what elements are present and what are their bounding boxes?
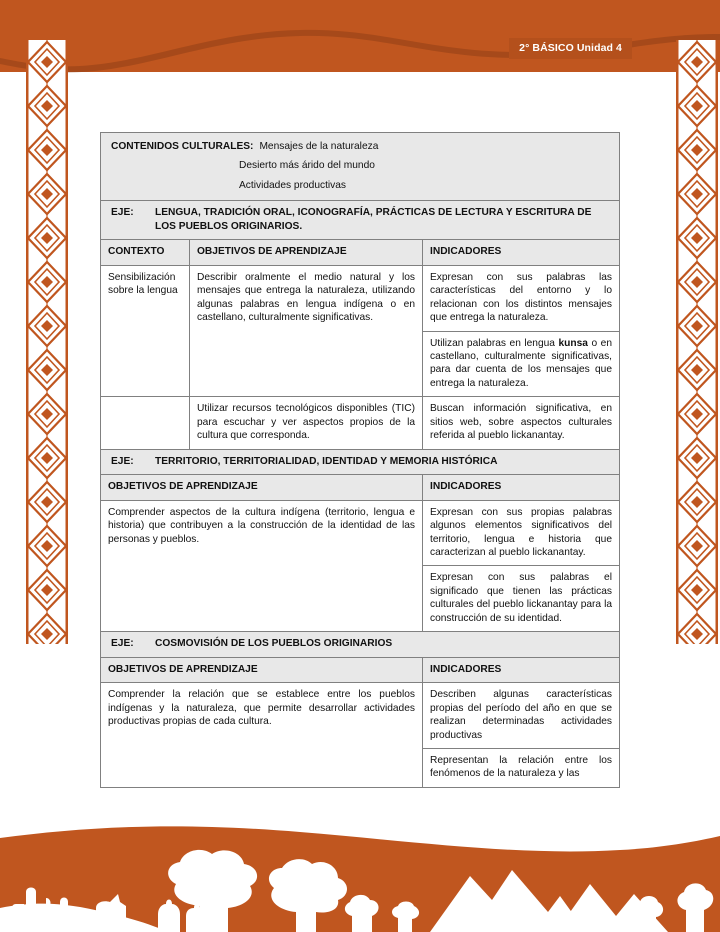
indicador-3-1: Describen algunas características propias del período del año en que se realizan determinadas actividades productivas [430,689,612,741]
contenidos-line-2 [111,159,612,172]
indicador-1-3: Buscan información significativa, en sitios web, sobre aspectos culturales referida al pueblo lickanantay. [422,397,619,448]
eje-3-header-row [101,632,619,657]
objetivo-1-1: Describir oralmente el medio natural y los mensajes que entrega la naturaleza, utilizando algunas palabras en lengua indígena o en castellano, culturalmente significativas. [189,266,422,397]
eje-2-header [101,450,619,474]
bottom-decorative-band [0,820,720,932]
eje-1-body-row-1 [101,266,619,398]
eje-1-label: EJE: [111,207,134,219]
contexto-value: Sensibilización sobre la lengua [108,271,178,297]
column-header-objetivos-3: OBJETIVOS DE APRENDIZAJE [101,658,422,682]
indicador-1-1: Expresan con sus palabras las características del entorno y lo relacionan con los distintos mensajes que entrega la naturaleza. [430,271,612,324]
eje-3-columns-row [101,658,619,683]
eje-3-header [101,632,619,656]
eje-3-title: COSMOVISIÓN DE LOS PUEBLOS ORIGINARIOS [155,638,393,650]
indicadores-group-3 [422,683,619,787]
indicadores-group-2 [422,501,619,632]
eje-2-columns-row [101,475,619,500]
indicadores-group-1 [422,266,619,397]
objetivo-1-2: Utilizar recursos tecnológicos disponibles (TIC) para escuchar y ver aspectos propios de la cultura que corresponda. [189,397,422,448]
contenidos-line-1 [111,140,612,153]
eje-1-columns-row [101,240,619,265]
indicador-1-2-post: o en castellano, culturalmente significativas, para dar cuenta de los mensajes que entrega la naturaleza. [430,337,612,389]
objetivo-2-1: Comprender aspectos de la cultura indígena (territorio, lengua e historia) que contribuyen a la construcción de la identidad de las personas y pueblos. [108,506,415,545]
contenidos-item-2: Desierto más árido del mundo [239,160,375,172]
indicador-3-2: Representan la relación entre los fenómenos de la naturaleza y las [423,748,619,787]
eje-1-header [101,201,619,239]
column-header-objetivos-2: OBJETIVOS DE APRENDIZAJE [101,475,422,499]
column-header-indicadores-3: INDICADORES [422,658,619,682]
indicador-2-2: Expresan con sus palabras el significado que tienen las prácticas culturales del pueblo lickanantay para la construcción de su identidad. [423,565,619,631]
objetivo-3-1: Comprender la relación que se establece entre los pueblos indígenas y la naturaleza, que permite desarrollar actividades productivas propias de cada cultura. [108,689,415,728]
eje-2-label: EJE: [111,455,134,467]
column-header-objetivos-1: OBJETIVOS DE APRENDIZAJE [189,240,422,264]
planning-table [100,132,620,788]
eje-2-title: TERRITORIO, TERRITORIALIDAD, IDENTIDAD Y MEMORIA HISTÓRICA [155,455,498,467]
contenidos-label: CONTENIDOS CULTURALES: [111,141,254,152]
indicador-1-2 [423,331,619,397]
column-header-indicadores-1: INDICADORES [422,240,619,264]
indicador-1-2-pre: Utilizan palabras en lengua [430,337,559,349]
eje-1-header-row [101,201,619,240]
column-header-indicadores-2: INDICADORES [422,475,619,499]
eje-3-body-row [101,683,619,788]
left-ornament [26,40,68,644]
unit-badge: 2° BÁSICO Unidad 4 [509,38,632,59]
eje-2-body-row [101,501,619,633]
contenidos-item-1: Mensajes de la naturaleza [259,141,379,152]
contenidos-culturales-block [101,133,619,200]
right-ornament [676,40,718,644]
contenidos-item-3: Actividades productivas [239,179,347,191]
contexto-spacer [101,397,189,448]
contenidos-culturales-row [101,133,619,201]
eje-1-title: LENGUA, TRADICIÓN ORAL, ICONOGRAFÍA, PRÁCTICAS DE LECTURA Y ESCRITURA DE LOS PUEBLOS ORIGINARIOS. [155,207,592,232]
column-header-contexto: CONTEXTO [101,240,189,264]
eje-1-body-row-2 [101,397,619,449]
contenidos-line-3 [111,179,612,192]
indicador-2-1: Expresan con sus propias palabras algunos elementos significativos del territorio, lengua e historia que caracterizan al pueblo lickanantay. [430,506,612,558]
eje-3-label: EJE: [111,638,134,650]
indicador-1-2-term: kunsa [558,337,588,349]
eje-2-header-row [101,450,619,475]
